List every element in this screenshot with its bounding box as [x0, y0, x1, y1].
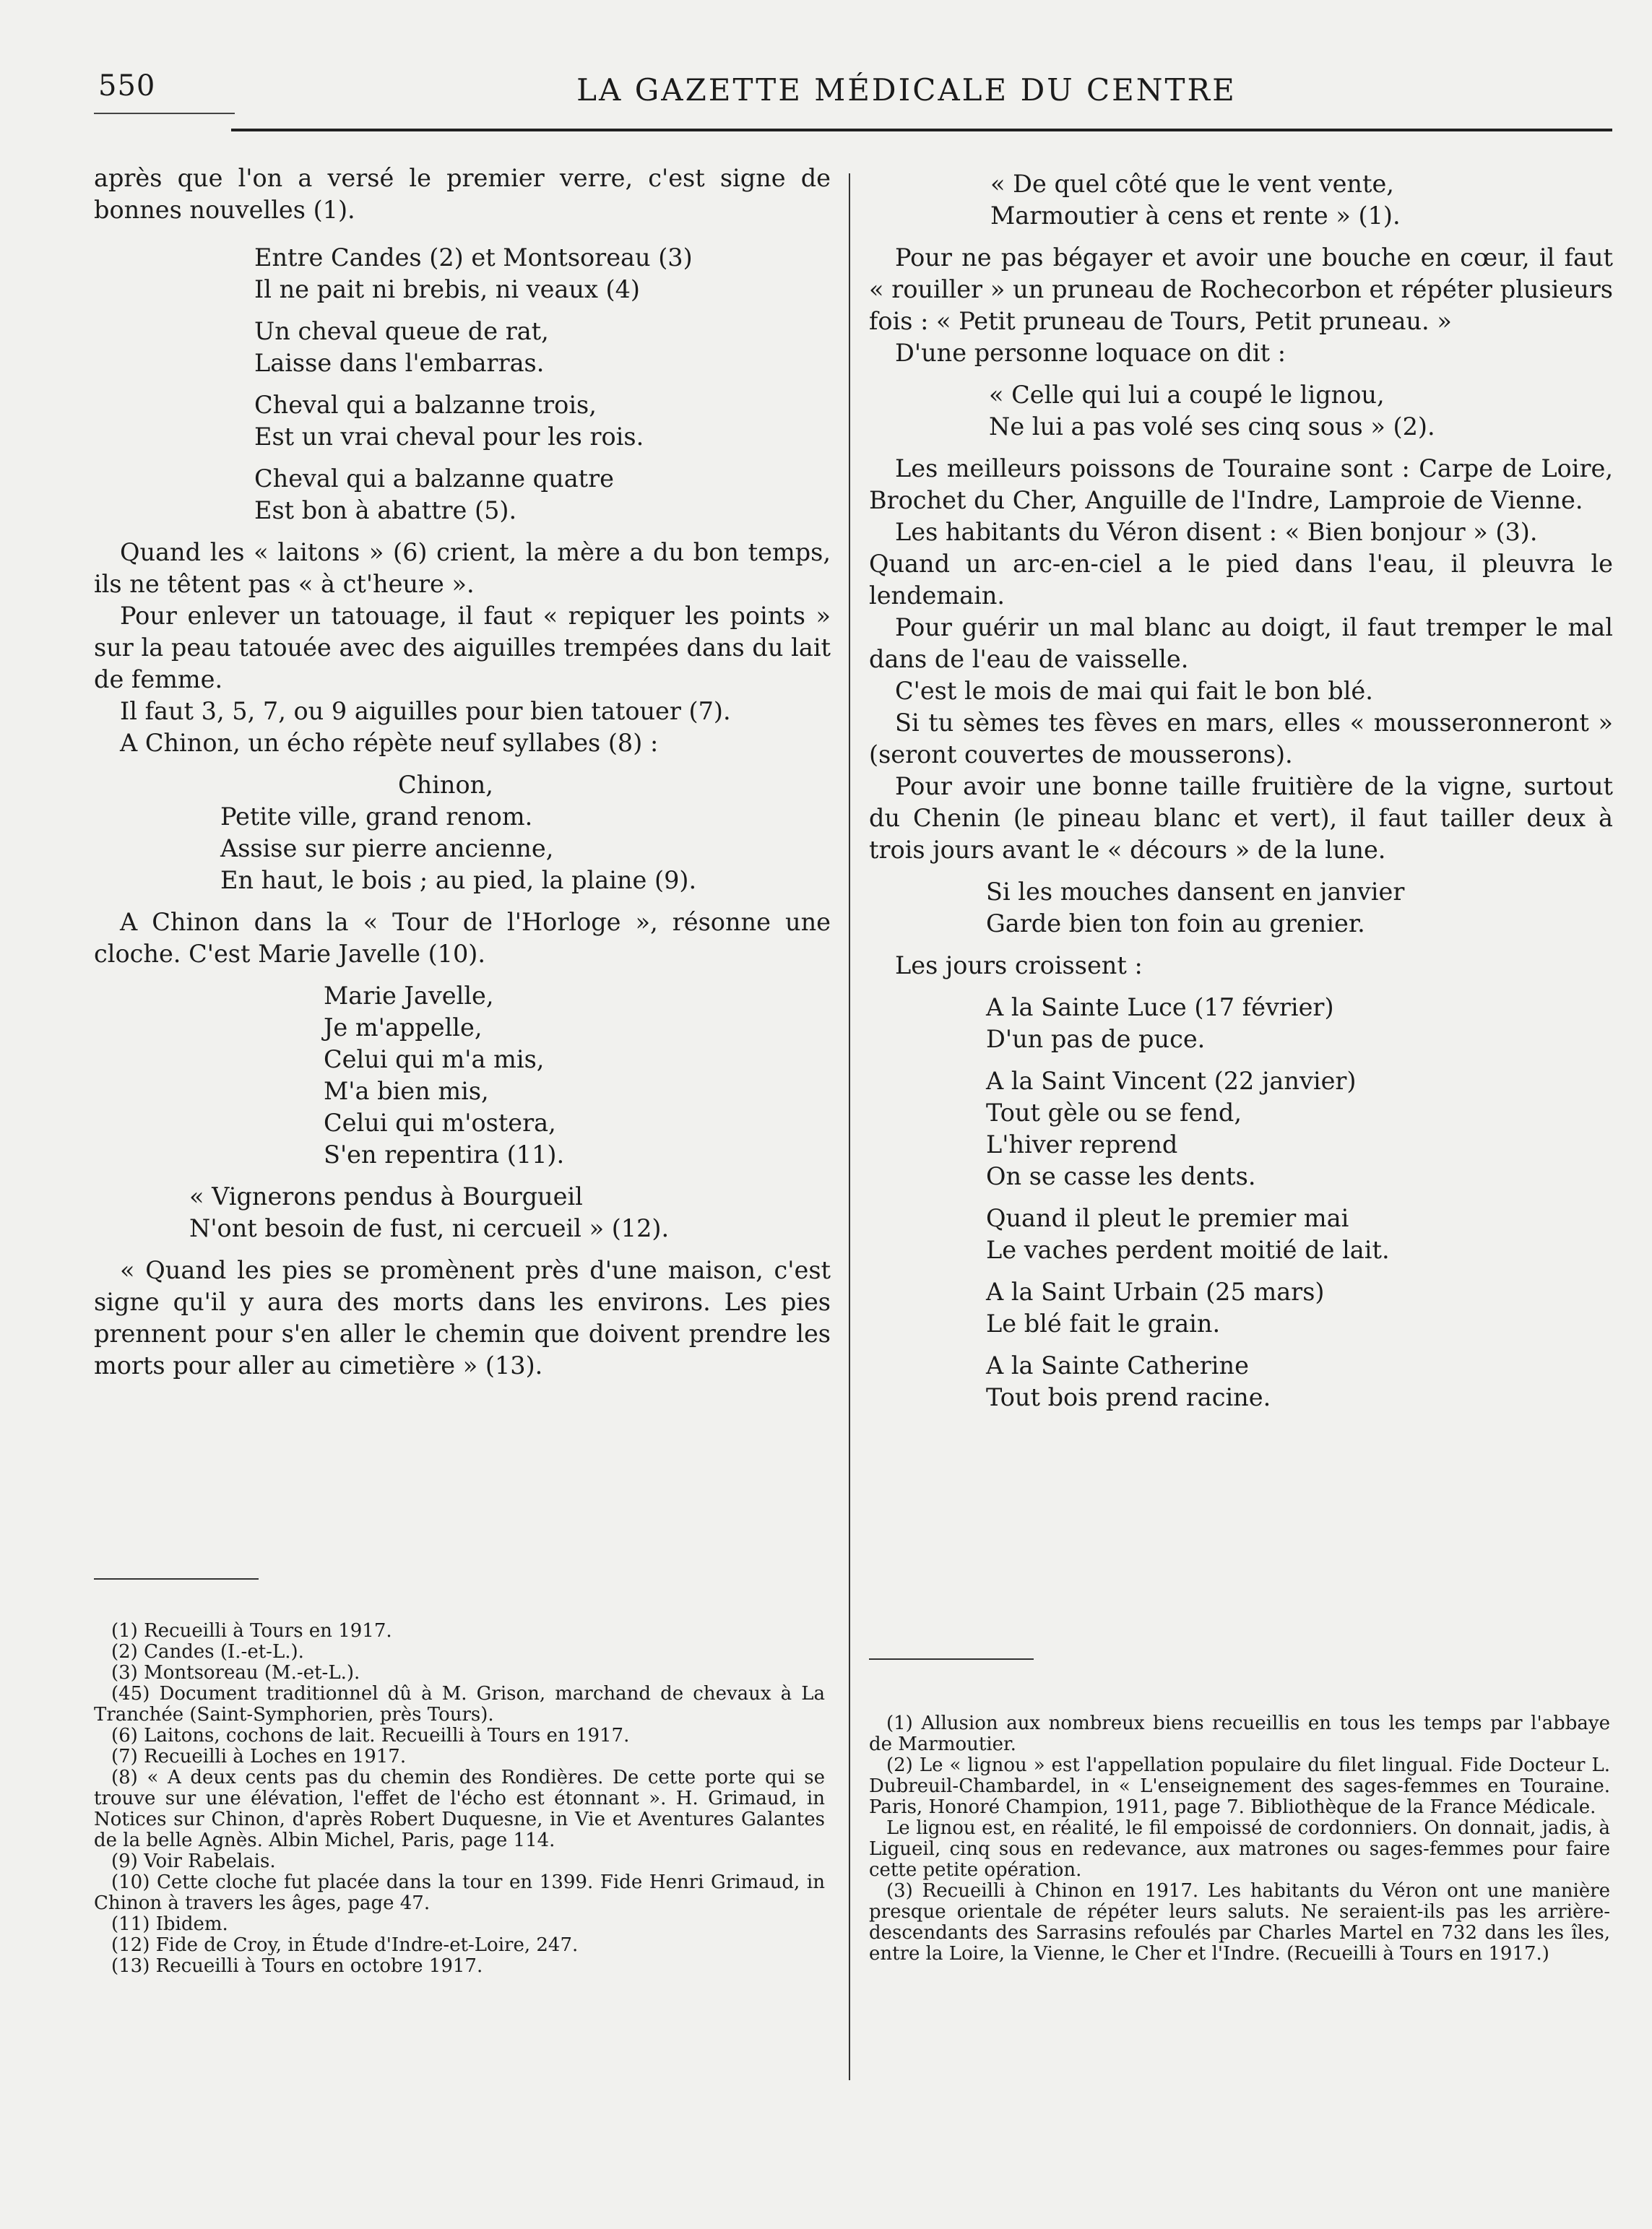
right-footnotes	[869, 1713, 1610, 1965]
verse-line: Garde bien ton foin au grenier.	[986, 909, 1365, 938]
verse-line: Laisse dans l'embarras.	[254, 349, 545, 377]
footnote: (45) Document traditionnel dû à M. Grison, marchand de chevaux à La Tranchée (Saint-Symphorien, près Tours).	[94, 1683, 825, 1726]
verse-line: A la Sainte Catherine	[986, 1351, 1249, 1380]
verse-line: Tout gèle ou se fend,	[986, 1099, 1242, 1127]
footnote: (3) Montsoreau (M.-et-L.).	[111, 1662, 360, 1684]
verse-line: A la Saint Vincent (22 janvier)	[986, 1067, 1357, 1095]
verse-line: Ne lui a pas volé ses cinq sous » (2).	[989, 412, 1435, 441]
verse-line: Est bon à abattre (5).	[254, 496, 517, 524]
verse-line: « Celle qui lui a coupé le lignou,	[989, 381, 1385, 409]
page-number: 550	[98, 69, 156, 103]
verse-line: En haut, le bois ; au pied, la plaine (9).	[220, 866, 697, 894]
verse-block	[869, 992, 1613, 1414]
paragraph: Pour enlever un tatouage, il faut « repiquer les points » sur la peau tatouée avec des aiguilles trempées dans du lait de femme.	[94, 602, 831, 693]
verse-line: Le blé fait le grain.	[986, 1310, 1221, 1338]
paragraph: après que l'on a versé le premier verre, c'est signe de bonnes nouvelles (1).	[94, 164, 831, 224]
verse-line: L'hiver reprend	[986, 1130, 1178, 1159]
verse-line: Cheval qui a balzanne quatre	[254, 464, 614, 493]
verse-line: Est un vrai cheval pour les rois.	[254, 423, 644, 451]
footnote: (12) Fide de Croy, in Étude d'Indre-et-Loire, 247.	[111, 1934, 579, 1956]
paragraph: Les jours croissent :	[895, 951, 1143, 979]
paragraph: Quand les « laitons » (6) crient, la mère a du bon temps, ils ne têtent pas « à ct'heure ».	[94, 538, 831, 598]
footnote: (3) Recueilli à Chinon en 1917. Les habitants du Véron ont une manière presque orientale de répéter leurs saluts. Ne seraient-ils pas les arrière-descendants des Sarrasins refoulés par Charles Martel en 732 dans les îles, entre la Loire, la Vienne, le Cher et l'Indre. (Recueilli à Tours en 1917.)	[869, 1880, 1610, 1965]
verse-block	[94, 1181, 831, 1245]
footnote-rule	[94, 1578, 259, 1580]
verse-line: S'en repentira (11).	[324, 1141, 565, 1169]
footnote: (2) Le « lignou » est l'appellation populaire du filet lingual. Fide Docteur L. Dubreuil-Chambardel, in « L'enseignement des sages-femmes en Touraine. Paris, Honoré Champion, 1911, page 7. Bibliothèque de la France Médicale.	[869, 1754, 1610, 1818]
header-rule	[231, 129, 1612, 131]
verse-line: Assise sur pierre ancienne,	[220, 834, 554, 862]
footnote: (13) Recueilli à Tours en octobre 1917.	[111, 1955, 483, 1977]
verse-line: D'un pas de puce.	[986, 1025, 1206, 1053]
verse-line: Tout bois prend racine.	[986, 1383, 1271, 1411]
paragraph: Pour guérir un mal blanc au doigt, il faut tremper le mal dans de l'eau de vaisselle.	[869, 613, 1613, 673]
verse-line: M'a bien mis,	[324, 1077, 489, 1105]
footnote: (9) Voir Rabelais.	[111, 1851, 276, 1872]
footnote-rule	[869, 1658, 1034, 1660]
verse-block	[94, 242, 831, 527]
column-divider	[849, 173, 850, 2080]
footnote: (11) Ibidem.	[111, 1913, 228, 1935]
verse-line: Cheval qui a balzanne trois,	[254, 391, 597, 419]
header-rule-left	[94, 113, 235, 114]
verse-line: Le vaches perdent moitié de lait.	[986, 1236, 1390, 1264]
verse-line: A la Saint Urbain (25 mars)	[986, 1278, 1325, 1306]
verse-block	[869, 379, 1613, 443]
left-footnotes	[94, 1621, 825, 1977]
footnote: (2) Candes (I.-et-L.).	[111, 1641, 304, 1663]
verse-line: Marmoutier à cens et rente » (1).	[990, 202, 1401, 230]
paragraph: Quand un arc-en-ciel a le pied dans l'eau, il pleuvra le lendemain.	[869, 550, 1613, 610]
paragraph: Les meilleurs poissons de Touraine sont : Carpe de Loire, Brochet du Cher, Anguille de l'Indre, Lamproie de Vienne.	[869, 454, 1613, 514]
verse-line: Petite ville, grand renom.	[220, 802, 533, 831]
verse-line: A la Sainte Luce (17 février)	[986, 993, 1334, 1021]
verse-line: Marie Javelle,	[324, 982, 494, 1010]
verse-line: Celui qui m'a mis,	[324, 1045, 545, 1073]
right-column	[869, 168, 1613, 1414]
footnote: (6) Laitons, cochons de lait. Recueilli à Tours en 1917.	[111, 1725, 630, 1747]
verse-block	[869, 876, 1613, 940]
paragraph: A Chinon dans la « Tour de l'Horloge », résonne une cloche. C'est Marie Javelle (10).	[94, 908, 831, 968]
verse-block	[94, 980, 831, 1171]
verse-block	[869, 168, 1613, 232]
footnote: (8) « A deux cents pas du chemin des Rondières. De cette porte qui se trouve sur une élévation, l'effet de l'écho est étonnant ». H. Grimaud, in Notices sur Chinon, d'après Robert Duquesne, in Vie et Aventures Galantes de la belle Agnès. Albin Michel, Paris, page 114.	[94, 1767, 825, 1851]
footnote: (10) Cette cloche fut placée dans la tour en 1399. Fide Henri Grimaud, in Chinon à travers les âges, page 47.	[94, 1871, 825, 1914]
paragraph: « Quand les pies se promènent près d'une maison, c'est signe qu'il y aura des morts dans les environs. Les pies prennent pour s'en aller le chemin que doivent prendre les morts pour aller au cimetière » (13).	[94, 1256, 831, 1380]
paragraph: A Chinon, un écho répète neuf syllabes (8) :	[120, 729, 659, 757]
footnote: (1) Allusion aux nombreux biens recueillis en tous les temps par l'abbaye de Marmoutier.	[869, 1713, 1610, 1755]
verse-line: Chinon,	[398, 771, 493, 799]
paragraph: C'est le mois de mai qui fait le bon blé.	[895, 677, 1373, 705]
verse-line: Quand il pleut le premier mai	[986, 1204, 1349, 1232]
paragraph: Les habitants du Véron disent : « Bien bonjour » (3).	[895, 518, 1538, 546]
paragraph: Pour avoir une bonne taille fruitière de la vigne, surtout du Chenin (le pineau blanc et vert), il faut tailler deux à trois jours avant le « décours » de la lune.	[869, 772, 1613, 864]
verse-line: On se casse les dents.	[986, 1162, 1256, 1190]
paragraph: Si tu sèmes tes fèves en mars, elles « mousseronneront » (seront couvertes de mousserons).	[869, 709, 1613, 769]
left-column	[94, 163, 831, 1382]
verse-line: « De quel côté que le vent vente,	[990, 170, 1394, 198]
footnote: Le lignou est, en réalité, le fil empoissé de cordonniers. On donnait, jadis, à Ligueil, cinq sous en redevance, aux matrones ou sages-femmes pour faire cette petite opération.	[869, 1817, 1610, 1881]
verse-line: Il ne pait ni brebis, ni veaux (4)	[254, 275, 640, 303]
verse-line: Entre Candes (2) et Montsoreau (3)	[254, 243, 693, 272]
journal-title: LA GAZETTE MÉDICALE DU CENTRE	[576, 72, 1237, 108]
verse-line: Je m'appelle,	[324, 1013, 483, 1042]
verse-line: N'ont besoin de fust, ni cercueil » (12).	[189, 1214, 670, 1242]
verse-line: « Vignerons pendus à Bourgueil	[189, 1182, 583, 1211]
page-header	[94, 66, 1611, 117]
verse-line: Si les mouches dansent en janvier	[986, 878, 1405, 906]
verse-line: Un cheval queue de rat,	[254, 317, 549, 345]
verse-line: Celui qui m'ostera,	[324, 1109, 556, 1137]
paragraph: D'une personne loquace on dit :	[895, 339, 1286, 367]
paragraph: Pour ne pas bégayer et avoir une bouche en cœur, il faut « rouiller » un pruneau de Rochecorbon et répéter plusieurs fois : « Petit pruneau de Tours, Petit pruneau. »	[869, 243, 1613, 335]
paragraph: Il faut 3, 5, 7, ou 9 aiguilles pour bien tatouer (7).	[120, 697, 731, 725]
footnote: (7) Recueilli à Loches en 1917.	[111, 1746, 407, 1767]
verse-block	[94, 769, 831, 896]
footnote: (1) Recueilli à Tours en 1917.	[111, 1620, 392, 1642]
